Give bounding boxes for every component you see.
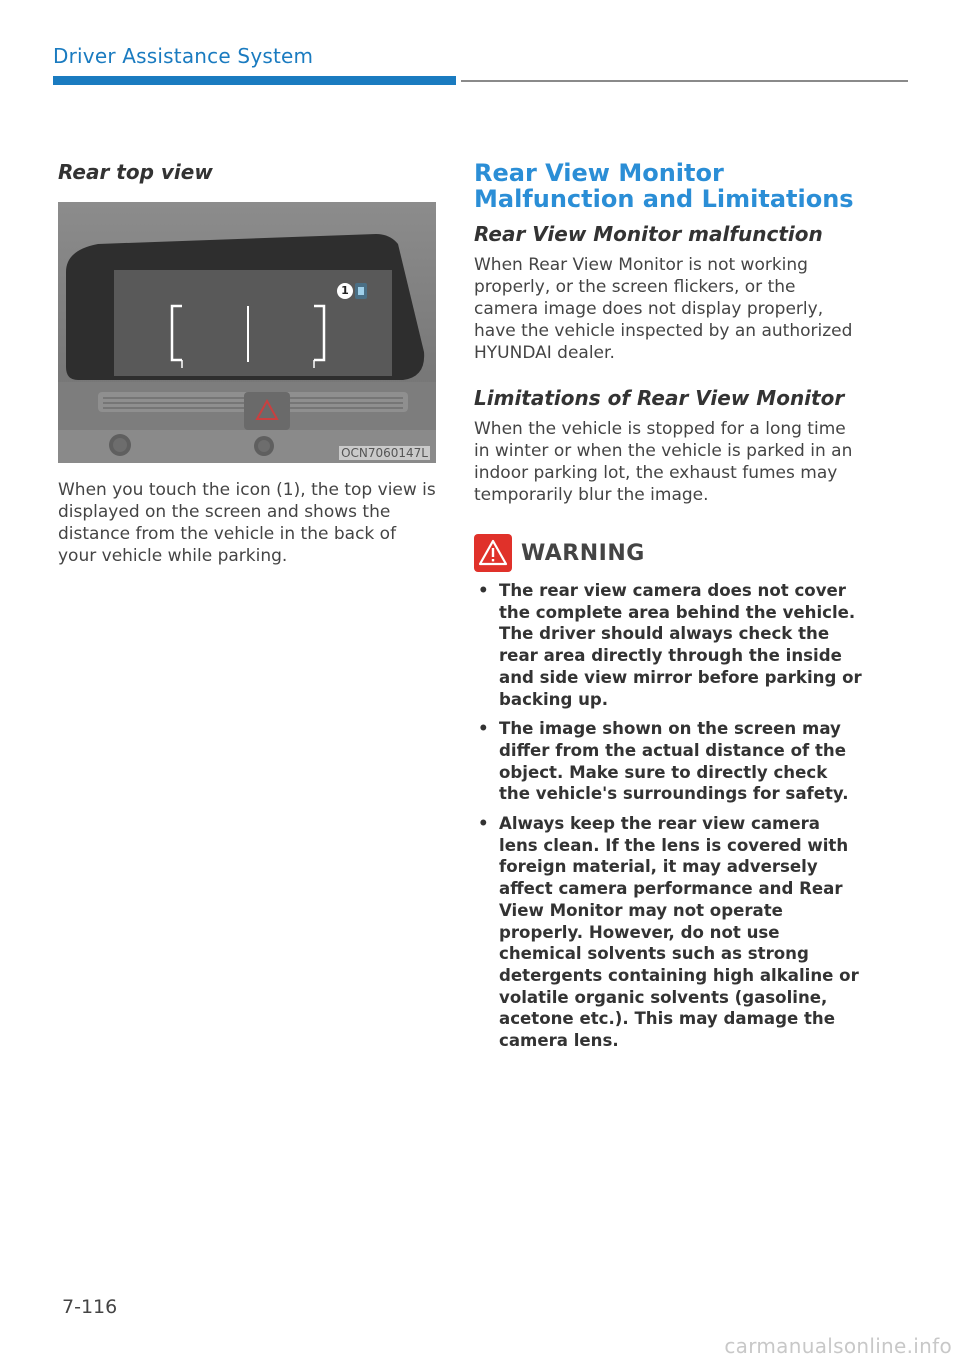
right-column (474, 160, 864, 1060)
warning-item (474, 580, 864, 710)
rear-top-view-heading: Rear top view (58, 160, 213, 184)
dashboard-illustration (58, 202, 436, 463)
dashboard-figure (58, 202, 436, 463)
chapter-title: Driver Assistance System (53, 44, 314, 68)
warning-header (474, 534, 864, 572)
left-column (58, 160, 436, 567)
warning-item (474, 718, 864, 805)
header-rule-gray (461, 80, 908, 82)
bullet: • (478, 719, 489, 739)
warning-list (474, 580, 864, 1052)
header-rule-accent (53, 76, 456, 85)
warning-label: WARNING (521, 540, 645, 566)
limitations-heading: Limitations of Rear View Monitor (474, 386, 845, 410)
warning-text: The image shown on the screen may differ from the actual distance of the object. Make sure to directly check the vehicle's surroundings for safety. (499, 719, 849, 804)
callout-number-badge: 1 (337, 283, 353, 299)
limitations-text: When the vehicle is stopped for a long time in winter or when the vehicle is parked in an indoor parking lot, the exhaust fumes may temporarily blur the image. (474, 419, 853, 505)
section-title: Rear View Monitor Malfunction and Limitations (474, 159, 854, 213)
malfunction-text: When Rear View Monitor is not working properly, or the screen flickers, or the camera image does not display properly, have the vehicle inspected by an authorized HYUNDAI dealer. (474, 255, 853, 363)
bullet: • (478, 581, 489, 600)
bullet: • (478, 814, 489, 834)
warning-item (474, 813, 864, 1052)
page-number: 7-116 (62, 1296, 118, 1318)
site-watermark: carmanualsonline.info (724, 1334, 952, 1358)
rear-top-view-description: When you touch the icon (1), the top view is displayed on the screen and shows the distance from the vehicle in the back of your vehicle while parking. (58, 480, 436, 566)
warning-text: Always keep the rear view camera lens clean. If the lens is covered with foreign material, it may adversely affect camera performance and Rear View Monitor may not operate properly. However, do not use chemical solvents such as strong detergents containing high alkaline or volatile organic solvents (gasoline, acetone etc.). This may damage the camera lens. (499, 814, 859, 1051)
warning-text: The rear view camera does not cover the complete area behind the vehicle. The driver should always check the rear area directly through the inside and side view mirror before parking or backing up. (499, 581, 862, 709)
figure-code: OCN7060147L (341, 446, 428, 460)
malfunction-heading: Rear View Monitor malfunction (474, 222, 823, 246)
warning-triangle-icon (474, 534, 512, 572)
